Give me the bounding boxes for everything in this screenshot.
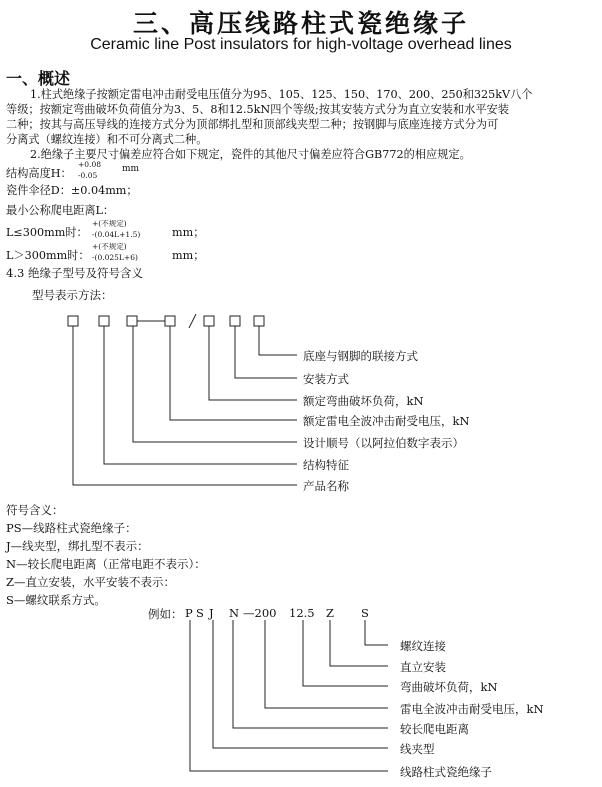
example-legend-7: 线路柱式瓷绝缘子 bbox=[400, 765, 492, 779]
leader-line-1 bbox=[259, 326, 297, 355]
leader-line-3 bbox=[209, 326, 297, 400]
row2-label: L＞300mm时： bbox=[6, 249, 90, 262]
symbols-heading: 符号含义： bbox=[6, 503, 64, 517]
example-legend-6: 线夹型 bbox=[400, 742, 435, 756]
page-subtitle: Ceramic line Post insulators for high-voltage overhead lines bbox=[90, 36, 512, 53]
para2: 2.绝缘子主要尺寸偏差应符合如下规定，瓷件的其他尺寸偏差应符合GB772的相应规定。 bbox=[30, 148, 471, 161]
para1-line2: 等级；按额定弯曲破坏负荷值分为3、5、8和12.5kN四个等级;按其安装方式分为直立安装和水平安装 bbox=[6, 103, 509, 116]
para1-line4: 分离式（螺纹连接）和不可分离式二种。 bbox=[6, 133, 208, 146]
example-leader-1 bbox=[365, 620, 388, 645]
example-legend-3: 弯曲破坏负荷，kN bbox=[400, 680, 498, 694]
row1-minus: -(0.04L+1.5) bbox=[92, 230, 141, 239]
leader-line-5 bbox=[133, 326, 297, 442]
page-title: 三、高压线路柱式瓷绝缘子 bbox=[132, 9, 469, 38]
example-code-j: J bbox=[209, 606, 214, 620]
example-legend-2: 直立安装 bbox=[400, 660, 446, 674]
diameter-tolerance: 瓷件伞径D：±0.04mm； bbox=[6, 184, 138, 197]
para1-line1: 1.柱式绝缘子按额定雷电冲击耐受电压值分为95、105、125、150、170、200、250和325kV八个 bbox=[30, 88, 533, 101]
model-legend-1: 底座与钢脚的联接方式 bbox=[303, 349, 418, 363]
row2-minus: -(0.025L+6) bbox=[92, 253, 138, 262]
model-box-3 bbox=[127, 316, 137, 326]
symbol-item: PS—线路柱式瓷绝缘子： bbox=[6, 521, 137, 535]
model-box-2 bbox=[99, 316, 109, 326]
model-box-7 bbox=[254, 316, 264, 326]
model-box-1 bbox=[68, 316, 78, 326]
row1-label: L≤300mm时： bbox=[6, 226, 88, 239]
model-box-5 bbox=[204, 316, 214, 326]
example-code-load: 12.5 bbox=[289, 606, 315, 620]
height-unit: mm bbox=[122, 164, 140, 174]
leader-line-2 bbox=[235, 326, 297, 378]
model-legend-7: 产品名称 bbox=[303, 479, 349, 493]
example-code-voltage: —200 bbox=[243, 606, 277, 620]
model-legend-6: 结构特征 bbox=[303, 458, 349, 472]
leader-line-7 bbox=[73, 326, 297, 485]
example-code-z: Z bbox=[326, 606, 334, 620]
creepage-label: 最小公称爬电距离L： bbox=[6, 204, 115, 217]
height-tol-minus: -0.05 bbox=[78, 171, 98, 180]
model-legend-3: 额定弯曲破坏负荷，kN bbox=[303, 394, 424, 408]
leader-line-4 bbox=[170, 326, 297, 420]
row1-unit: mm； bbox=[172, 226, 205, 239]
model-box-4 bbox=[165, 316, 175, 326]
section-heading-model: 4.3 绝缘子型号及符号含义 bbox=[6, 266, 143, 280]
section-heading-overview: 一、概述 bbox=[6, 69, 71, 88]
model-legend-5: 设计顺号（以阿拉伯数字表示） bbox=[303, 436, 464, 450]
example-leader-6 bbox=[213, 620, 388, 748]
example-leader-2 bbox=[330, 620, 388, 666]
example-leader-4 bbox=[265, 620, 388, 708]
example-legend-4: 雷电全波冲击耐受电压，kN bbox=[400, 702, 544, 716]
model-legend-2: 安装方式 bbox=[303, 372, 349, 386]
example-code-n: N bbox=[229, 606, 240, 620]
example-code-p: P bbox=[185, 606, 193, 620]
symbol-item: N—较长爬电距离（正常电距不表示）： bbox=[6, 557, 206, 571]
model-slash bbox=[189, 314, 196, 328]
symbol-item: J—线夹型，绑扎型不表示： bbox=[6, 539, 149, 553]
row2-unit: mm； bbox=[172, 249, 205, 262]
height-label: 结构高度H： bbox=[6, 167, 72, 180]
row2-plus: +(不规定) bbox=[92, 242, 127, 251]
example-prefix: 例如： bbox=[148, 607, 183, 621]
model-method: 型号表示方法： bbox=[32, 288, 113, 302]
para1-line3: 二种；按其与高压导线的连接方式分为顶部绑扎型和顶部线夹型二种；按钢脚与底座连接方式分为可 bbox=[6, 118, 499, 131]
row1-plus: +(不规定) bbox=[92, 219, 127, 228]
model-legend-4: 额定雷电全波冲击耐受电压，kN bbox=[303, 414, 470, 428]
example-legend-1: 螺纹连接 bbox=[400, 639, 446, 653]
example-code-s: S bbox=[196, 606, 204, 620]
example-legend-5: 较长爬电距离 bbox=[400, 722, 469, 736]
symbol-item: Z—直立安装，水平安装不表示： bbox=[6, 575, 175, 589]
example-leader-3 bbox=[303, 620, 388, 686]
example-code-s2: S bbox=[361, 606, 369, 620]
model-box-6 bbox=[230, 316, 240, 326]
symbol-item: S—螺纹联系方式。 bbox=[6, 593, 106, 607]
height-tol-plus: +0.08 bbox=[78, 160, 101, 169]
